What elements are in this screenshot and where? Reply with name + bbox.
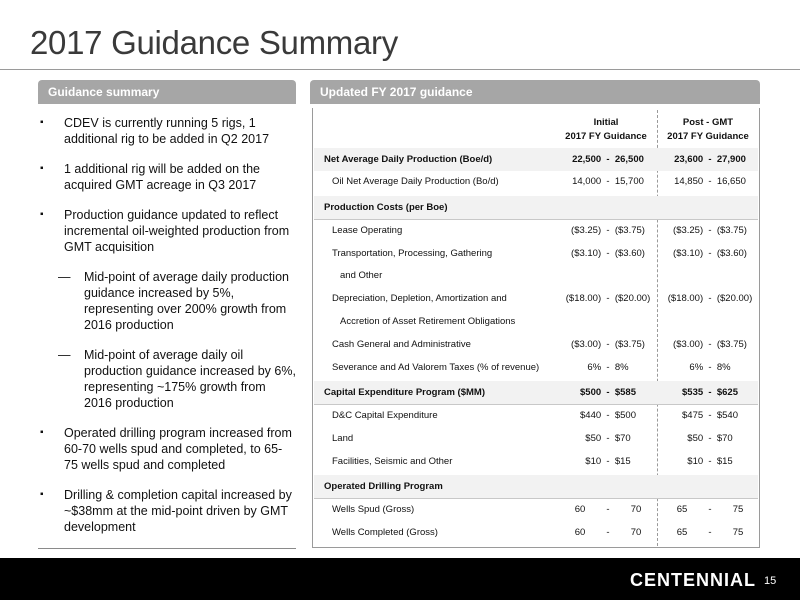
row-post-value: ($3.25) - ($3.75) xyxy=(673,225,747,236)
row-label: Net Average Daily Production (Boe/d) xyxy=(324,154,493,165)
row-post-value: ($3.10) - ($3.60) xyxy=(673,248,747,259)
section-row-capex xyxy=(314,381,758,404)
initial-guidance-column-header xyxy=(556,116,656,144)
row-initial-value: ($18.00) - ($20.00) xyxy=(565,293,651,304)
initial-header-line2: 2017 FY Guidance xyxy=(565,131,647,142)
row-label: Capital Expenditure Program ($MM) xyxy=(324,387,485,398)
sub-bullet-text: Mid-point of average daily oil production guidance increased by 6%, representing ~175% growth from 2016 production xyxy=(84,348,296,410)
row-initial-value: 22,500 - 26,500 xyxy=(572,154,644,165)
row-initial-value: $500 - $585 xyxy=(580,387,636,398)
updated-guidance-header: Updated FY 2017 guidance xyxy=(310,80,760,104)
row-initial-value: 14,000 - 15,700 xyxy=(572,176,644,187)
row-label: Oil Net Average Daily Production (Bo/d) xyxy=(332,176,499,187)
row-post-value: ($3.00) - ($3.75) xyxy=(673,339,747,350)
bullet-text: CDEV is currently running 5 rigs, 1 additional rig to be added in Q2 2017 xyxy=(64,116,270,146)
row-divider xyxy=(314,404,758,405)
section-row-drilling-program xyxy=(314,475,758,498)
row-initial-value: $10 - $15 xyxy=(585,456,631,467)
row-initial-value: $440 - $500 xyxy=(580,410,636,421)
row-initial-value: $50 - $70 xyxy=(585,433,631,444)
row-post-value: $10 - $15 xyxy=(687,456,733,467)
bullet-marker: ▪ xyxy=(40,117,44,128)
guidance-bullet-list xyxy=(38,115,296,549)
sub-bullet-item xyxy=(38,347,296,411)
left-panel-bottom-rule xyxy=(38,548,296,549)
bullet-item xyxy=(38,425,296,473)
section-row-net-production xyxy=(314,148,758,171)
bullet-marker: ▪ xyxy=(40,163,44,174)
row-label: Transportation, Processing, Gathering xyxy=(332,248,493,259)
company-logo: CENTENNIAL xyxy=(630,570,756,590)
row-post-value: 23,600 - 27,900 xyxy=(674,154,746,165)
bullet-marker: ▪ xyxy=(40,427,44,438)
row-post-value: $50 - $70 xyxy=(687,433,733,444)
section-row-production-costs xyxy=(314,196,758,219)
sub-bullet-marker: — xyxy=(58,270,71,284)
row-label: Depreciation, Depletion, Amortization and xyxy=(332,293,507,304)
row-initial-value: 60 - 70 xyxy=(574,527,642,538)
bullet-marker: ▪ xyxy=(40,209,44,220)
row-initial-value: 6% - 8% xyxy=(587,362,629,373)
bullet-item xyxy=(38,487,296,535)
row-label: Facilities, Seismic and Other xyxy=(332,456,453,467)
row-post-value: 14,850 - 16,650 xyxy=(674,176,746,187)
row-divider xyxy=(314,498,758,499)
row-label: Severance and Ad Valorem Taxes (% of revenue) xyxy=(332,362,540,373)
row-label: Accretion of Asset Retirement Obligations xyxy=(340,316,516,327)
bullet-marker: ▪ xyxy=(40,489,44,500)
post-header-line2: 2017 FY Guidance xyxy=(667,131,749,142)
row-label: Lease Operating xyxy=(332,225,403,236)
bullet-text: Operated drilling program increased from 60-70 wells spud and completed, to 65-75 wells spud and completed xyxy=(64,426,292,472)
row-post-value: ($18.00) - ($20.00) xyxy=(667,293,753,304)
post-gmt-column-header xyxy=(660,116,756,144)
row-post-value: 65 - 75 xyxy=(676,504,744,515)
page-number: 15 xyxy=(764,575,777,587)
row-label: Wells Completed (Gross) xyxy=(332,527,438,538)
sub-bullet-text: Mid-point of average daily production guidance increased by 5%, representing over 200% growth from 2016 production xyxy=(84,270,289,332)
bullet-item xyxy=(38,207,296,255)
row-post-value: $475 - $540 xyxy=(682,410,738,421)
bullet-item xyxy=(38,161,296,193)
bullet-text: Production guidance updated to reflect incremental oil-weighted production from GMT acquisition xyxy=(64,208,290,254)
bullet-text: 1 additional rig will be added on the acquired GMT acreage in Q3 2017 xyxy=(64,162,260,192)
bullet-text: Drilling & completion capital increased by ~$38mm at the mid-point driven by GMT development xyxy=(64,488,292,534)
title-divider xyxy=(0,69,800,70)
row-post-value: $535 - $625 xyxy=(682,387,738,398)
row-divider xyxy=(314,219,758,220)
sub-bullet-marker: — xyxy=(58,348,71,362)
row-initial-value: ($3.00) - ($3.75) xyxy=(571,339,645,350)
post-header-line1: Post - GMT xyxy=(682,117,734,128)
row-initial-value: 60 - 70 xyxy=(574,504,642,515)
row-label: D&C Capital Expenditure xyxy=(332,410,438,421)
guidance-summary-header: Guidance summary xyxy=(38,80,296,104)
row-post-value: 6% - 8% xyxy=(689,362,731,373)
row-label: Cash General and Administrative xyxy=(332,339,471,350)
sub-bullet-item xyxy=(38,269,296,333)
row-post-value: 65 - 75 xyxy=(676,527,744,538)
row-initial-value: ($3.25) - ($3.75) xyxy=(571,225,645,236)
row-label: Land xyxy=(332,433,354,444)
row-label: and Other xyxy=(340,270,383,281)
row-initial-value: ($3.10) - ($3.60) xyxy=(571,248,645,259)
bullet-item xyxy=(38,115,296,147)
page-title: 2017 Guidance Summary xyxy=(30,24,398,61)
row-label: Wells Spud (Gross) xyxy=(332,504,415,515)
initial-header-line1: Initial xyxy=(593,117,619,128)
row-label: Operated Drilling Program xyxy=(324,481,443,492)
row-label: Production Costs (per Boe) xyxy=(324,202,448,213)
